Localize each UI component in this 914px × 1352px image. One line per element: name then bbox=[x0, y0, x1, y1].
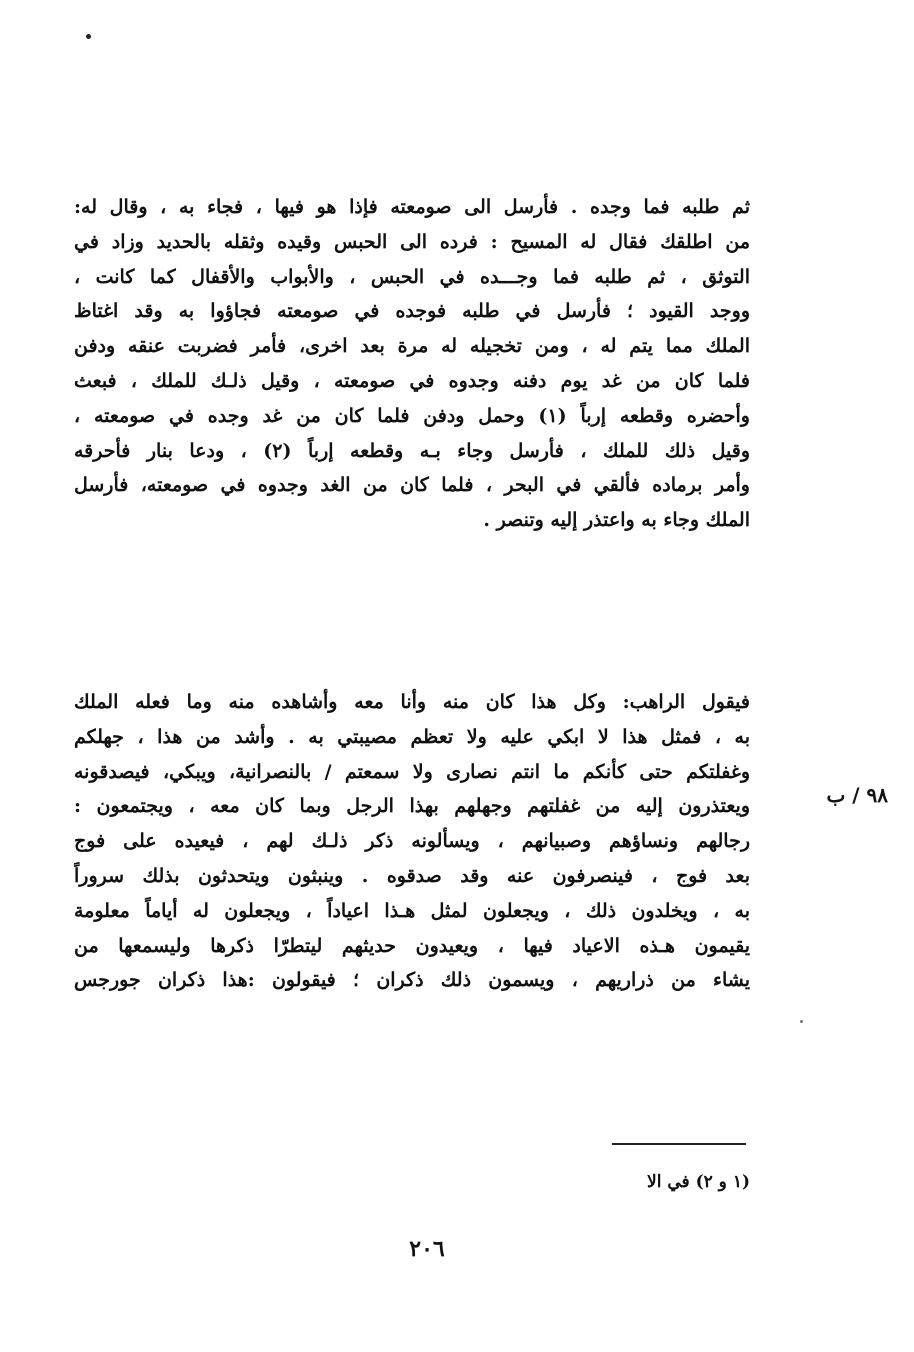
paragraph-2 bbox=[74, 685, 750, 998]
text-line: وأحضره وقطعه إرباً (١) وحمل ودفن فلما كان من غد وجده في صومعته ، bbox=[74, 404, 750, 427]
text-line: به ، ويخلدون ذلك ، ويجعلون لمثل هـذا اعياداً ، ويجعلون له أياماً معلومة bbox=[74, 899, 750, 922]
ink-speck bbox=[86, 34, 91, 39]
text-line: فيقول الراهب: وكل هذا كان منه وأنا معه وأشاهده منه وما فعله الملك bbox=[74, 691, 750, 713]
text-line: فلما كان من غد يوم دفنه وجدوه في صومعته ، وقيل ذلـك للملك ، فبعث bbox=[74, 369, 750, 392]
text-line: وقيل ذلك للملك ، فأرسل وجاء بـه وقطعه إرباً (٢) ، ودعا بنار فأحرقه bbox=[74, 439, 750, 462]
text-line: التوثق ، ثم طلبه فما وجـــده في الحبس ، والأبواب والأقفال كما كانت ، bbox=[74, 265, 750, 288]
text-line: رجالهم ونساؤهم وصبيانهم ، ويسألونه ذكر ذلـك لهم ، فيعيده على فوج bbox=[74, 830, 750, 853]
footnote-divider bbox=[612, 1143, 746, 1145]
text-line: يشاء من ذراريهم ، ويسمون ذلك ذكران ؛ فيقولون :هذا ذكران جورجس bbox=[74, 969, 750, 992]
text-line: ووجد القيود ؛ فأرسل في طلبه فوجده في صومعته فجاؤوا به وقد اغتاظ bbox=[74, 300, 750, 323]
text-line: الملك وجاء به واعتذر إليه وتنصر . bbox=[483, 509, 750, 532]
text-line: ثم طلبه فما وجده . فأرسل الى صومعته فإذا هو فيها ، فجاء به ، وقال له: bbox=[74, 196, 750, 218]
paragraph-1 bbox=[74, 190, 750, 538]
text-line: يقيمون هـذه الاعياد فيها ، ويعيدون حديثهم ليتطرّا ذكرها وليسمعها من bbox=[74, 934, 750, 957]
text-line: به ، فمثل هذا لا ابكي عليه ولا تعظم مصيبتي به . وأشد من هذا ، جهلكم bbox=[74, 725, 750, 748]
ink-speck bbox=[800, 1020, 803, 1023]
page-number: ٢٠٦ bbox=[409, 1236, 445, 1262]
footnote: (١ و ٢) في الا bbox=[647, 1172, 750, 1192]
text-line: الملك مما يتم له ، ومن تخجيله له مرة بعد اخرى، فأمر فضربت عنقه ودفن bbox=[74, 335, 750, 358]
text-line: وأمر برماده فألقي في البحر ، فلما كان من الغد وجدوه في صومعته، فأرسل bbox=[74, 474, 750, 497]
text-line: وغفلتكم حتى كأنكم ما انتم نصارى ولا سمعتم / بالنصرانية، ويبكي، فيصدقونه bbox=[74, 760, 750, 783]
manuscript-folio-note: ٩٨ / ب bbox=[826, 783, 888, 807]
text-line: بعد فوج ، فينصرفون عنه وقد صدقوه . وينبثون ويتحدثون بذلك سروراً bbox=[74, 864, 750, 887]
text-line: من اطلقك فقال له المسيح : فرده الى الحبس وقيده وثقله بالحديد وزاد في bbox=[74, 230, 750, 253]
text-line: ويعتذرون إليه من غفلتهم وجهلهم بهذا الرجل وبما كان معه ، ويجتمعون : bbox=[74, 795, 750, 818]
